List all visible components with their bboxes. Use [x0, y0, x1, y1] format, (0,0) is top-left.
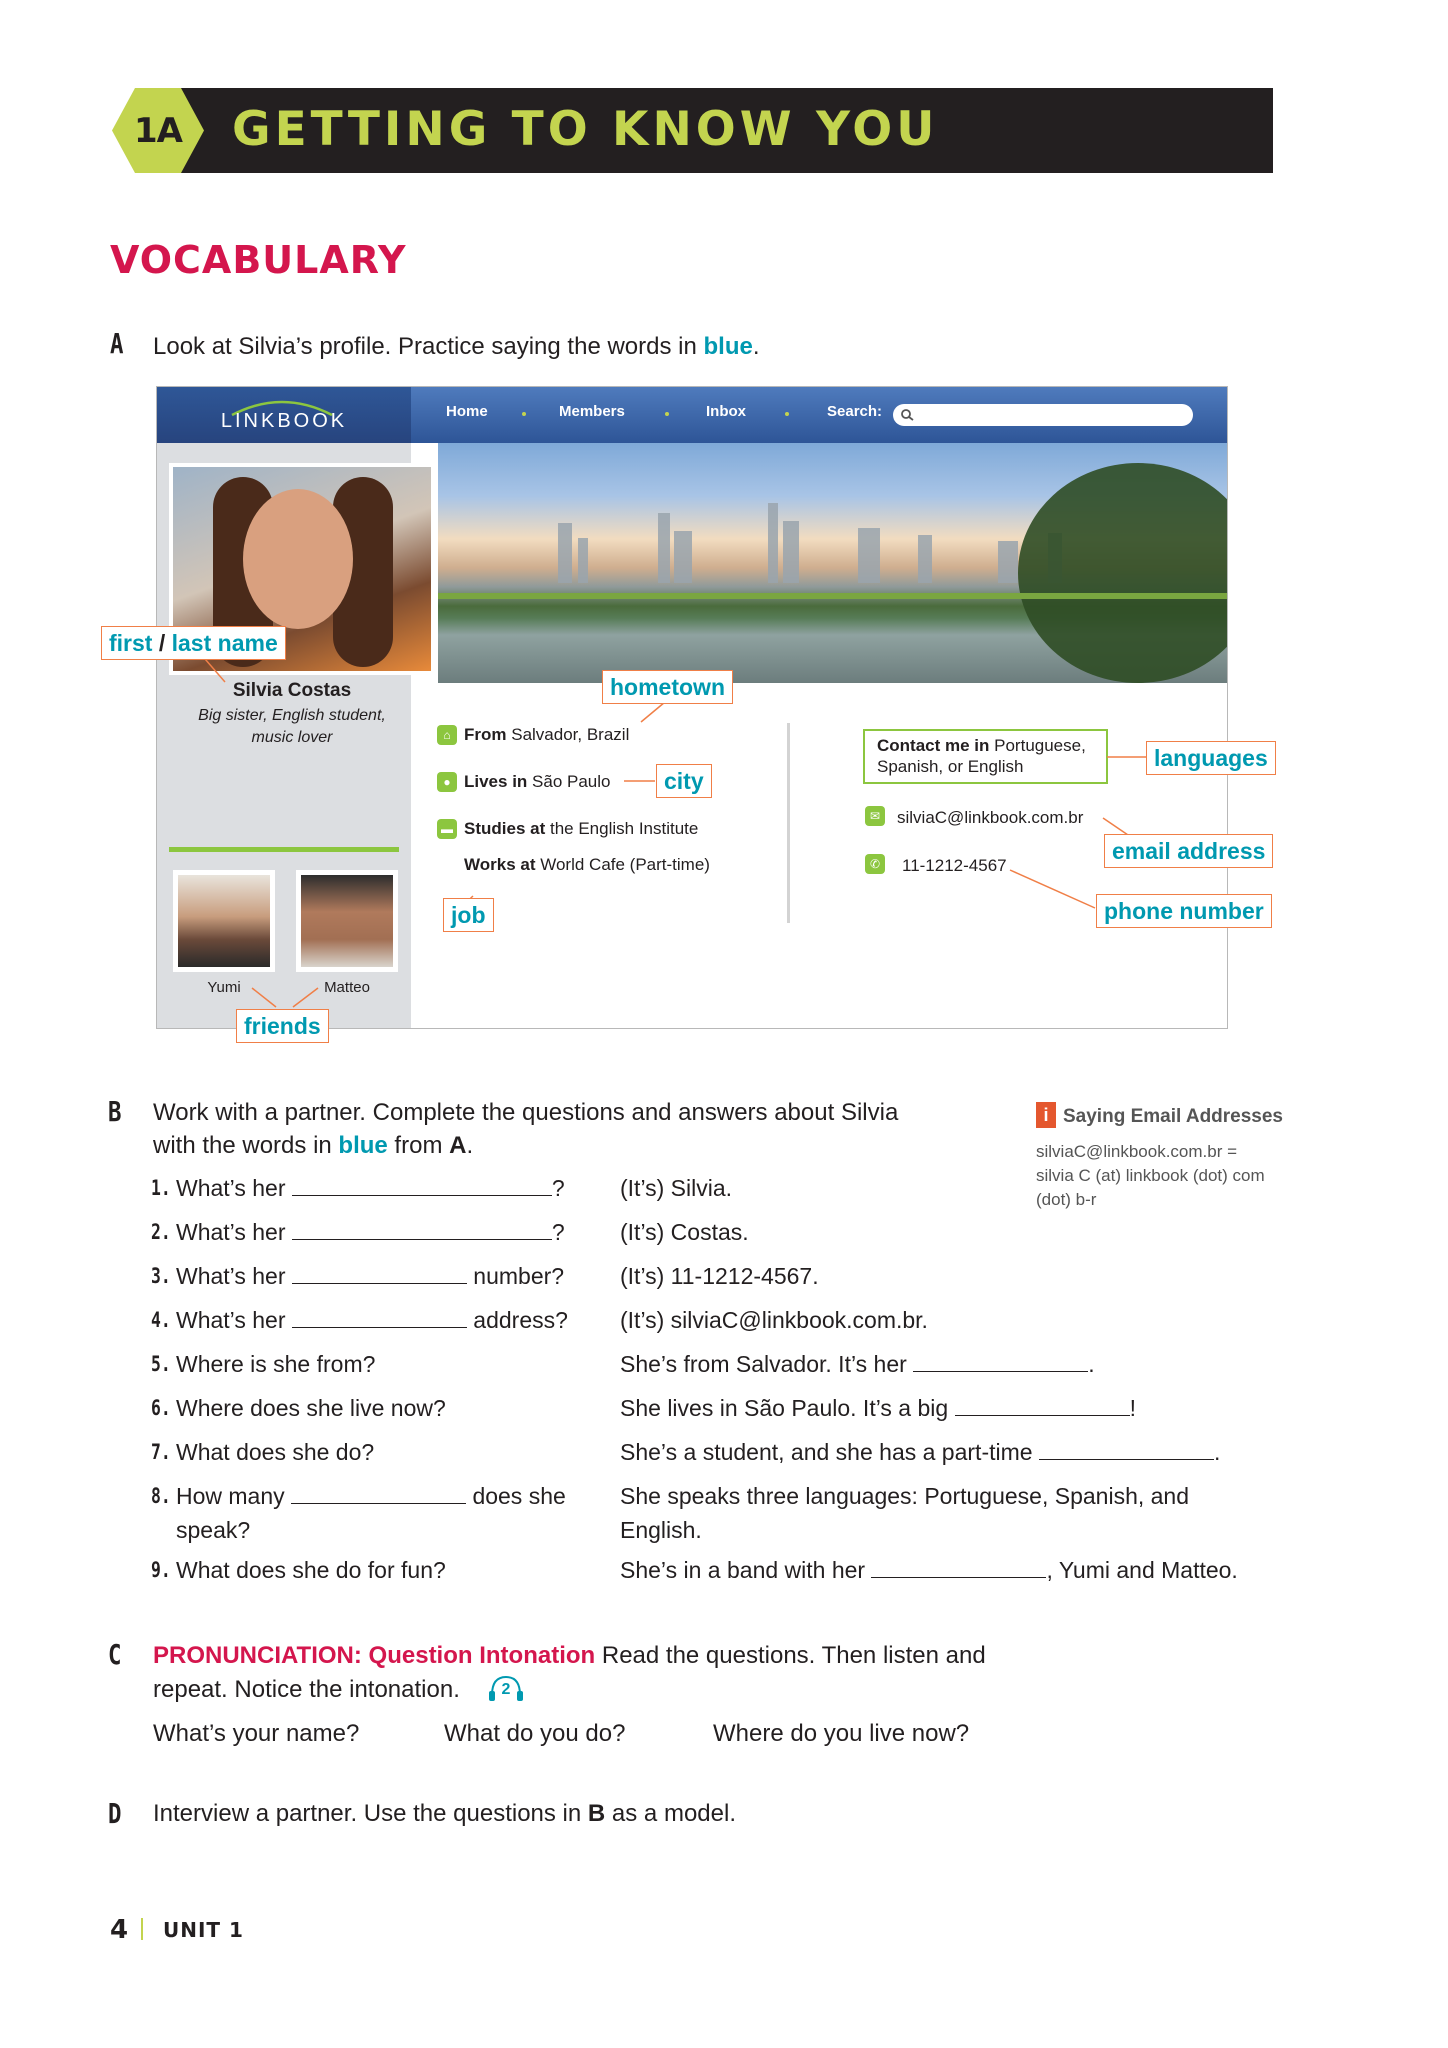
phone-icon: ✆ — [865, 854, 885, 874]
answer-blank[interactable] — [292, 1306, 467, 1328]
answer-blank[interactable] — [292, 1174, 552, 1196]
pronunciation-title: PRONUNCIATION: Question Intonation — [153, 1642, 596, 1669]
unit-title: GETTING TO KNOW YOU — [232, 102, 939, 157]
tag-first: first — [109, 630, 153, 656]
tip-text: silviaC@linkbook.com.br = silvia C (at) linkbook (dot) com (dot) b-r — [1036, 1142, 1265, 1209]
part-d-letter: D — [108, 1797, 122, 1830]
info-icon: i — [1036, 1102, 1056, 1128]
instruction-text: repeat. Notice the intonation. — [153, 1676, 460, 1703]
answer-blank[interactable] — [292, 1218, 552, 1240]
part-c-instruction-line2 — [153, 1673, 460, 1707]
tag-city: city — [656, 764, 712, 798]
tag-languages: languages — [1146, 741, 1276, 775]
instruction-text: Interview a partner. Use the questions in — [153, 1800, 588, 1827]
section-title: VOCABULARY — [110, 238, 407, 282]
question-number: 9. — [151, 1558, 171, 1582]
instruction-bold: A — [449, 1132, 467, 1159]
question-2 — [176, 1216, 565, 1249]
part-c-letter: C — [108, 1638, 122, 1671]
question-text: What’s her — [176, 1219, 286, 1245]
answer-5 — [620, 1348, 1095, 1381]
instruction-end: . — [466, 1132, 474, 1159]
answer-blank[interactable] — [1039, 1438, 1214, 1460]
answer-text: She’s from Salvador. It’s her — [620, 1351, 907, 1377]
question-1 — [176, 1172, 565, 1205]
answer-3: (It’s) 11-1212-4567. — [620, 1263, 819, 1289]
info-label: Contact me in — [877, 736, 990, 755]
question-text: What’s her — [176, 1307, 286, 1333]
question-text: ? — [551, 1219, 565, 1245]
tag-friends: friends — [236, 1009, 329, 1043]
book-icon: ▬ — [437, 819, 457, 839]
envelope-icon: ✉ — [865, 806, 885, 826]
info-label: Works at — [464, 855, 536, 874]
page-number: 4 — [110, 1915, 129, 1945]
friend-name: Matteo — [324, 979, 370, 996]
part-d-instruction — [153, 1797, 736, 1831]
part-b-instruction-line2 — [153, 1129, 473, 1163]
tag-phone-number: phone number — [1096, 894, 1272, 928]
answer-blank[interactable] — [955, 1394, 1130, 1416]
answer-text: She’s in a band with her — [620, 1557, 866, 1583]
question-8-line2: speak? — [176, 1517, 251, 1543]
tag-first-last-name — [101, 626, 286, 660]
question-text: address? — [473, 1307, 568, 1333]
answer-2: (It’s) Costas. — [620, 1219, 749, 1245]
info-value: Salvador, Brazil — [511, 725, 630, 744]
part-b-instruction-line1: Work with a partner. Complete the questions and answers about Silvia — [153, 1099, 899, 1126]
instruction-text: Read the questions. Then listen and — [595, 1642, 986, 1669]
instruction-end: . — [752, 333, 760, 360]
info-value: São Paulo — [532, 772, 611, 791]
tag-job: job — [443, 898, 494, 932]
nav-home[interactable]: Home — [446, 403, 488, 420]
answer-text: She lives in São Paulo. It’s a big — [620, 1395, 949, 1421]
instruction-text: Look at Silvia’s profile. Practice saying the words in — [153, 333, 704, 360]
footer-unit-label: UNIT 1 — [163, 1918, 244, 1942]
question-7: What does she do? — [176, 1439, 375, 1465]
question-number: 2. — [151, 1220, 171, 1244]
instruction-end: as a model. — [605, 1800, 736, 1827]
profile-email[interactable]: silviaC@linkbook.com.br — [897, 808, 1084, 827]
answer-8-line2: English. — [620, 1517, 702, 1543]
question-number: 6. — [151, 1396, 171, 1420]
question-3 — [176, 1260, 564, 1293]
question-text: What’s her — [176, 1263, 286, 1289]
question-number: 7. — [151, 1440, 171, 1464]
location-pin-icon: ● — [437, 772, 457, 792]
linkbook-logo: LINKBOOK — [220, 409, 348, 432]
answer-blank[interactable] — [913, 1350, 1088, 1372]
profile-phone: 11-1212-4567 — [902, 856, 1007, 875]
instruction-highlight: blue — [338, 1132, 388, 1159]
instruction-text: with the words in — [153, 1132, 339, 1159]
answer-8: She speaks three languages: Portuguese, Spanish, and — [620, 1483, 1190, 1509]
tag-last-name: last name — [171, 630, 278, 656]
info-label: Studies at — [464, 819, 546, 838]
answer-text: . — [1213, 1439, 1221, 1465]
answer-blank[interactable] — [292, 1262, 467, 1284]
part-c-instruction-line1 — [153, 1639, 986, 1673]
answer-blank[interactable] — [871, 1556, 1046, 1578]
search-label: Search: — [827, 403, 883, 420]
part-b-letter: B — [108, 1095, 122, 1128]
profile-bio: Big sister, English student, music lover — [198, 707, 386, 746]
question-text: ? — [551, 1175, 565, 1201]
answer-6 — [620, 1392, 1136, 1425]
pronunciation-question: Where do you live now? — [713, 1720, 970, 1747]
answer-text: ! — [1129, 1395, 1136, 1421]
info-label: Lives in — [464, 772, 528, 791]
instruction-bold: B — [587, 1800, 606, 1827]
profile-name: Silvia Costas — [232, 680, 352, 701]
unit-code: 1A — [134, 110, 182, 151]
audio-track-number: 2 — [501, 1681, 511, 1698]
tag-slash: / — [158, 630, 166, 656]
question-9: What does she do for fun? — [176, 1557, 446, 1583]
footer-separator — [141, 1918, 143, 1940]
answer-7 — [620, 1436, 1220, 1469]
question-number: 1. — [151, 1176, 171, 1200]
question-5: Where is she from? — [176, 1351, 376, 1377]
info-label: From — [464, 725, 507, 744]
question-8 — [176, 1480, 566, 1513]
answer-text: , Yumi and Matteo. — [1046, 1557, 1238, 1583]
question-4 — [176, 1304, 568, 1337]
question-number: 3. — [151, 1264, 171, 1288]
nav-inbox[interactable]: Inbox — [706, 403, 746, 420]
answer-9 — [620, 1554, 1238, 1587]
info-value: Portuguese, Spanish, or English — [877, 736, 1086, 776]
home-icon: ⌂ — [437, 725, 457, 745]
pronunciation-question: What’s your name? — [153, 1720, 360, 1747]
tag-email-address: email address — [1104, 834, 1273, 868]
question-6: Where does she live now? — [176, 1395, 446, 1421]
answer-blank[interactable] — [291, 1482, 466, 1504]
answer-1: (It’s) Silvia. — [620, 1175, 733, 1201]
question-text: does she — [472, 1483, 566, 1509]
audio-track-button[interactable] — [486, 1673, 526, 1703]
info-value: World Cafe (Part-time) — [540, 855, 710, 874]
tip-title: Saying Email Addresses — [1063, 1106, 1284, 1127]
nav-members[interactable]: Members — [559, 403, 625, 420]
answer-text: She’s a student, and she has a part-time — [620, 1439, 1033, 1465]
tag-hometown: hometown — [602, 670, 733, 704]
question-number: 8. — [151, 1484, 171, 1508]
question-text: number? — [473, 1263, 565, 1289]
answer-text: . — [1088, 1351, 1095, 1377]
friend-name: Yumi — [207, 979, 241, 996]
part-a-letter: A — [110, 327, 124, 360]
question-number: 5. — [151, 1352, 171, 1376]
instruction-text: from — [387, 1132, 450, 1159]
answer-4: (It’s) silviaC@linkbook.com.br. — [620, 1307, 928, 1333]
question-text: What’s her — [176, 1175, 286, 1201]
instruction-highlight: blue — [703, 333, 753, 360]
pronunciation-question: What do you do? — [444, 1720, 626, 1747]
info-value: the English Institute — [549, 819, 699, 838]
question-text: How many — [176, 1483, 285, 1509]
question-number: 4. — [151, 1308, 171, 1332]
